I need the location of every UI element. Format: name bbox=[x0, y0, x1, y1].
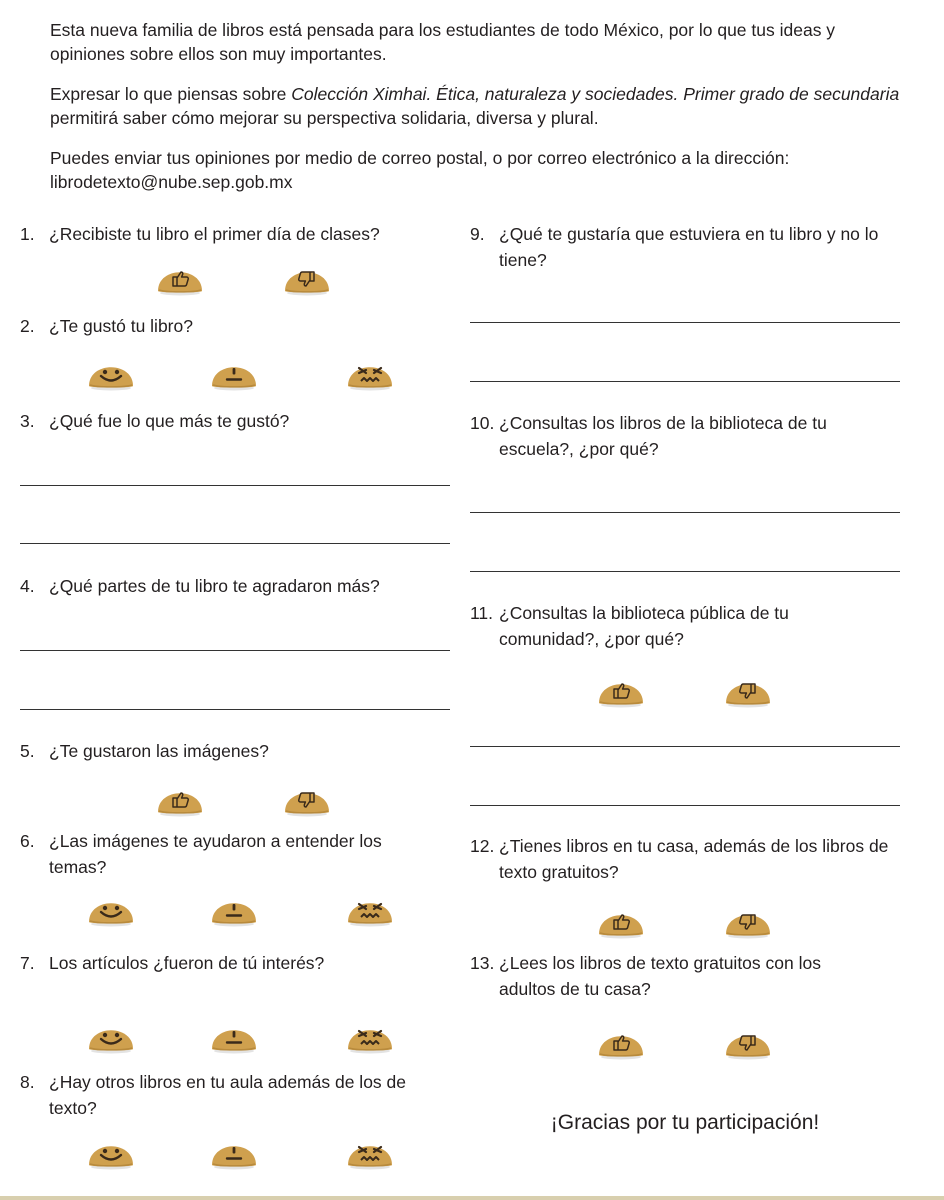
question-text: ¿Las imágenes te ayudaron a entender los temas? bbox=[49, 831, 382, 877]
happy-face-icon[interactable] bbox=[87, 1134, 135, 1170]
neutral-face-icon[interactable] bbox=[210, 891, 258, 927]
thumbs-down-icon[interactable] bbox=[724, 903, 772, 939]
thumbs-down-icon[interactable] bbox=[283, 781, 331, 817]
question-6 bbox=[20, 828, 420, 880]
answer-line[interactable] bbox=[20, 543, 450, 544]
question-11 bbox=[470, 600, 850, 652]
question-text: ¿Hay otros libros en tu aula además de los de texto? bbox=[49, 1072, 406, 1118]
thumbs-down-icon[interactable] bbox=[724, 1024, 772, 1060]
question-number: 3. bbox=[20, 411, 35, 431]
closing-message: ¡Gracias por tu participación! bbox=[550, 1111, 820, 1134]
answer-line[interactable] bbox=[470, 805, 900, 806]
question-5 bbox=[20, 738, 450, 764]
question-13 bbox=[470, 950, 870, 1002]
thumbs-up-icon[interactable] bbox=[156, 260, 204, 296]
thumbs-down-icon[interactable] bbox=[283, 260, 331, 296]
question-text: ¿Qué te gustaría que estuviera en tu libro y no lo tiene? bbox=[499, 224, 879, 270]
answer-line[interactable] bbox=[470, 746, 900, 747]
question-number: 1. bbox=[20, 224, 35, 244]
neutral-face-icon[interactable] bbox=[210, 355, 258, 391]
intro-paragraph-3: Puedes enviar tus opiniones por medio de correo postal, o por correo electrónico a la dirección: librodetexto@nube.sep.gob.mx bbox=[50, 148, 790, 192]
question-number: 11. bbox=[470, 603, 494, 623]
question-text: ¿Te gustaron las imágenes? bbox=[49, 741, 269, 761]
intro-p2-end: permitirá saber cómo mejorar su perspectiva solidaria, diversa y plural. bbox=[50, 108, 599, 128]
question-text: Los artículos ¿fueron de tú interés? bbox=[49, 953, 325, 973]
question-3 bbox=[20, 408, 450, 434]
thumbs-up-icon[interactable] bbox=[597, 672, 645, 708]
question-text: ¿Qué partes de tu libro te agradaron más? bbox=[49, 576, 380, 596]
question-number: 10. bbox=[470, 413, 495, 433]
question-1 bbox=[20, 221, 450, 247]
neutral-face-icon[interactable] bbox=[210, 1134, 258, 1170]
question-text: ¿Consultas los libros de la biblioteca de tu escuela?, ¿por qué? bbox=[499, 413, 827, 459]
answer-line[interactable] bbox=[470, 512, 900, 513]
question-text: ¿Consultas la biblioteca pública de tu comunidad?, ¿por qué? bbox=[499, 603, 789, 649]
question-number: 9. bbox=[470, 224, 485, 244]
question-number: 2. bbox=[20, 316, 35, 336]
answer-line[interactable] bbox=[470, 381, 900, 382]
question-7 bbox=[20, 950, 450, 976]
question-number: 4. bbox=[20, 576, 35, 596]
thumbs-up-icon[interactable] bbox=[597, 903, 645, 939]
question-number: 8. bbox=[20, 1072, 35, 1092]
book-title: Colección Ximhai. Ética, naturaleza y sociedades. Primer grado de secundaria bbox=[291, 84, 900, 104]
question-9 bbox=[470, 221, 904, 273]
question-text: ¿Lees los libros de texto gratuitos con los adultos de tu casa? bbox=[499, 953, 821, 999]
answer-line[interactable] bbox=[470, 322, 900, 323]
question-number: 7. bbox=[20, 953, 35, 973]
intro-paragraph-1: Esta nueva familia de libros está pensada para los estudiantes de todo México, por lo que tus ideas y opiniones sobre ellos son muy importantes. bbox=[50, 20, 836, 64]
angry-face-icon[interactable] bbox=[346, 891, 394, 927]
question-text: ¿Qué fue lo que más te gustó? bbox=[49, 411, 290, 431]
thumbs-down-icon[interactable] bbox=[724, 672, 772, 708]
bottom-rule bbox=[0, 1196, 944, 1200]
question-text: ¿Recibiste tu libro el primer día de clases? bbox=[49, 224, 380, 244]
answer-line[interactable] bbox=[470, 571, 900, 572]
question-text: ¿Te gustó tu libro? bbox=[49, 316, 193, 336]
question-12 bbox=[470, 833, 904, 885]
intro-p2-start: Expresar lo que piensas sobre bbox=[50, 84, 292, 104]
answer-line[interactable] bbox=[20, 709, 450, 710]
question-number: 13. bbox=[470, 953, 495, 973]
angry-face-icon[interactable] bbox=[346, 355, 394, 391]
question-text: ¿Tienes libros en tu casa, además de los libros de texto gratuitos? bbox=[499, 836, 889, 882]
question-4 bbox=[20, 573, 450, 599]
angry-face-icon[interactable] bbox=[346, 1134, 394, 1170]
question-number: 6. bbox=[20, 831, 35, 851]
answer-line[interactable] bbox=[20, 650, 450, 651]
thumbs-up-icon[interactable] bbox=[156, 781, 204, 817]
happy-face-icon[interactable] bbox=[87, 1018, 135, 1054]
happy-face-icon[interactable] bbox=[87, 891, 135, 927]
question-2 bbox=[20, 313, 450, 339]
happy-face-icon[interactable] bbox=[87, 355, 135, 391]
question-number: 5. bbox=[20, 741, 35, 761]
question-number: 12. bbox=[470, 836, 495, 856]
angry-face-icon[interactable] bbox=[346, 1018, 394, 1054]
question-8 bbox=[20, 1069, 430, 1121]
question-10 bbox=[470, 410, 880, 462]
answer-line[interactable] bbox=[20, 485, 450, 486]
thumbs-up-icon[interactable] bbox=[597, 1024, 645, 1060]
neutral-face-icon[interactable] bbox=[210, 1018, 258, 1054]
intro-paragraph-2 bbox=[50, 82, 910, 130]
